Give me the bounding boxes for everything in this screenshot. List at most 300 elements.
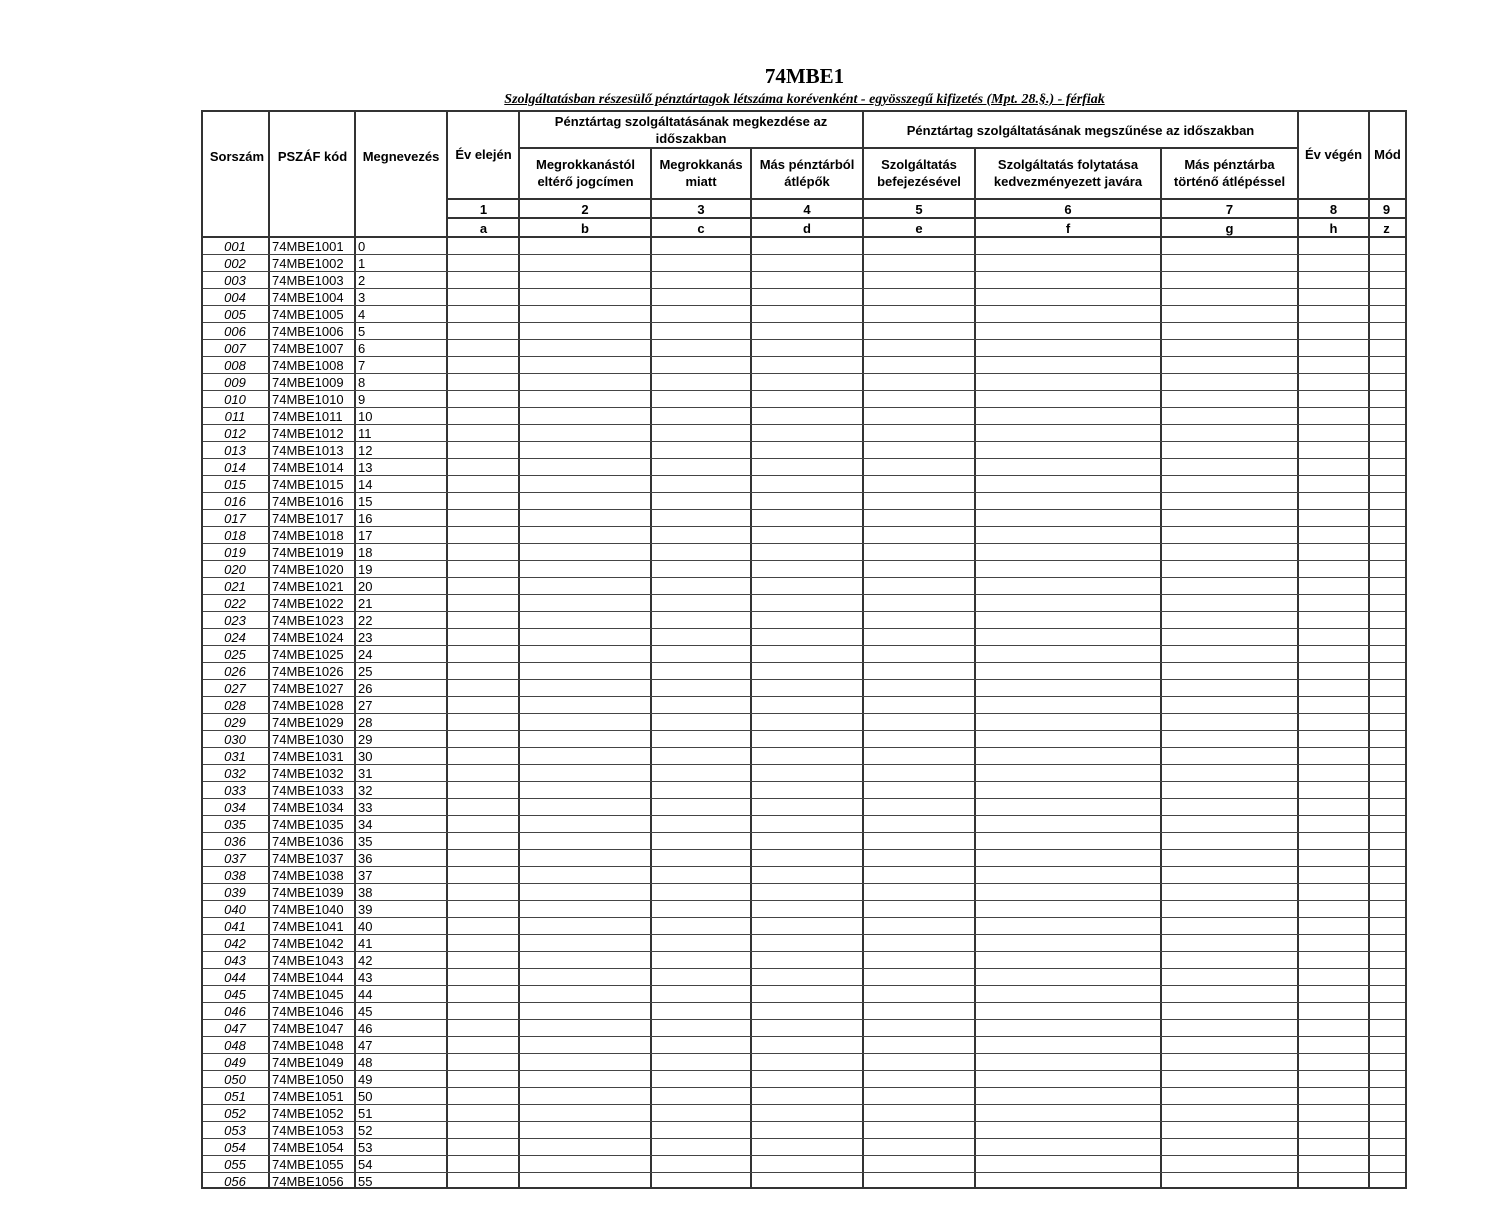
data-entry-cell[interactable]	[1370, 986, 1403, 1002]
data-entry-cell[interactable]	[1162, 408, 1297, 424]
data-entry-cell[interactable]	[864, 646, 974, 662]
data-entry-cell[interactable]	[976, 833, 1160, 849]
data-entry-cell[interactable]	[1162, 765, 1297, 781]
data-entry-cell[interactable]	[652, 714, 750, 730]
data-entry-cell[interactable]	[752, 1105, 862, 1121]
data-entry-cell[interactable]	[1299, 850, 1368, 866]
data-entry-cell[interactable]	[1162, 272, 1297, 288]
data-entry-cell[interactable]	[752, 1173, 862, 1189]
data-entry-cell[interactable]	[1299, 1054, 1368, 1070]
data-entry-cell[interactable]	[752, 782, 862, 798]
data-entry-cell[interactable]	[864, 867, 974, 883]
data-entry-cell[interactable]	[1162, 1156, 1297, 1172]
data-entry-cell[interactable]	[752, 714, 862, 730]
data-entry-cell[interactable]	[1370, 1071, 1403, 1087]
data-entry-cell[interactable]	[449, 493, 518, 509]
data-entry-cell[interactable]	[1370, 357, 1403, 373]
data-entry-cell[interactable]	[1162, 1173, 1297, 1189]
data-entry-cell[interactable]	[652, 1037, 750, 1053]
data-entry-cell[interactable]	[1162, 748, 1297, 764]
data-entry-cell[interactable]	[1299, 646, 1368, 662]
data-entry-cell[interactable]	[652, 1020, 750, 1036]
data-entry-cell[interactable]	[976, 714, 1160, 730]
data-entry-cell[interactable]	[1370, 1088, 1403, 1104]
data-entry-cell[interactable]	[976, 510, 1160, 526]
data-entry-cell[interactable]	[864, 1139, 974, 1155]
data-entry-cell[interactable]	[1370, 850, 1403, 866]
data-entry-cell[interactable]	[1299, 306, 1368, 322]
data-entry-cell[interactable]	[520, 850, 650, 866]
data-entry-cell[interactable]	[976, 731, 1160, 747]
data-entry-cell[interactable]	[1370, 374, 1403, 390]
data-entry-cell[interactable]	[520, 867, 650, 883]
data-entry-cell[interactable]	[1299, 969, 1368, 985]
data-entry-cell[interactable]	[520, 1088, 650, 1104]
data-entry-cell[interactable]	[520, 969, 650, 985]
data-entry-cell[interactable]	[1162, 816, 1297, 832]
data-entry-cell[interactable]	[864, 1122, 974, 1138]
data-entry-cell[interactable]	[520, 646, 650, 662]
data-entry-cell[interactable]	[520, 493, 650, 509]
data-entry-cell[interactable]	[1162, 391, 1297, 407]
data-entry-cell[interactable]	[1370, 1037, 1403, 1053]
data-entry-cell[interactable]	[652, 1088, 750, 1104]
data-entry-cell[interactable]	[976, 697, 1160, 713]
data-entry-cell[interactable]	[752, 357, 862, 373]
data-entry-cell[interactable]	[976, 1156, 1160, 1172]
data-entry-cell[interactable]	[1370, 544, 1403, 560]
data-entry-cell[interactable]	[520, 527, 650, 543]
data-entry-cell[interactable]	[1299, 782, 1368, 798]
data-entry-cell[interactable]	[752, 1037, 862, 1053]
data-entry-cell[interactable]	[752, 459, 862, 475]
data-entry-cell[interactable]	[1162, 527, 1297, 543]
data-entry-cell[interactable]	[864, 544, 974, 560]
data-entry-cell[interactable]	[1370, 612, 1403, 628]
data-entry-cell[interactable]	[520, 697, 650, 713]
data-entry-cell[interactable]	[976, 561, 1160, 577]
data-entry-cell[interactable]	[864, 1156, 974, 1172]
data-entry-cell[interactable]	[976, 527, 1160, 543]
data-entry-cell[interactable]	[520, 1054, 650, 1070]
data-entry-cell[interactable]	[1299, 493, 1368, 509]
data-entry-cell[interactable]	[520, 884, 650, 900]
data-entry-cell[interactable]	[752, 748, 862, 764]
data-entry-cell[interactable]	[652, 374, 750, 390]
data-entry-cell[interactable]	[864, 816, 974, 832]
data-entry-cell[interactable]	[520, 238, 650, 254]
data-entry-cell[interactable]	[752, 629, 862, 645]
data-entry-cell[interactable]	[1299, 255, 1368, 271]
data-entry-cell[interactable]	[652, 272, 750, 288]
data-entry-cell[interactable]	[976, 663, 1160, 679]
data-entry-cell[interactable]	[520, 799, 650, 815]
data-entry-cell[interactable]	[1370, 1122, 1403, 1138]
data-entry-cell[interactable]	[520, 595, 650, 611]
data-entry-cell[interactable]	[752, 374, 862, 390]
data-entry-cell[interactable]	[976, 408, 1160, 424]
data-entry-cell[interactable]	[652, 697, 750, 713]
data-entry-cell[interactable]	[1299, 1105, 1368, 1121]
data-entry-cell[interactable]	[1162, 1054, 1297, 1070]
data-entry-cell[interactable]	[652, 306, 750, 322]
data-entry-cell[interactable]	[976, 850, 1160, 866]
data-entry-cell[interactable]	[652, 510, 750, 526]
data-entry-cell[interactable]	[1162, 935, 1297, 951]
data-entry-cell[interactable]	[520, 323, 650, 339]
data-entry-cell[interactable]	[752, 1003, 862, 1019]
data-entry-cell[interactable]	[1299, 901, 1368, 917]
data-entry-cell[interactable]	[520, 1071, 650, 1087]
data-entry-cell[interactable]	[1299, 357, 1368, 373]
data-entry-cell[interactable]	[520, 731, 650, 747]
data-entry-cell[interactable]	[652, 969, 750, 985]
data-entry-cell[interactable]	[864, 748, 974, 764]
data-entry-cell[interactable]	[976, 476, 1160, 492]
data-entry-cell[interactable]	[449, 425, 518, 441]
data-entry-cell[interactable]	[1299, 1037, 1368, 1053]
data-entry-cell[interactable]	[652, 595, 750, 611]
data-entry-cell[interactable]	[752, 476, 862, 492]
data-entry-cell[interactable]	[520, 1122, 650, 1138]
data-entry-cell[interactable]	[1162, 425, 1297, 441]
data-entry-cell[interactable]	[864, 561, 974, 577]
data-entry-cell[interactable]	[1162, 357, 1297, 373]
data-entry-cell[interactable]	[652, 680, 750, 696]
data-entry-cell[interactable]	[752, 544, 862, 560]
data-entry-cell[interactable]	[652, 901, 750, 917]
data-entry-cell[interactable]	[652, 1139, 750, 1155]
data-entry-cell[interactable]	[1370, 1020, 1403, 1036]
data-entry-cell[interactable]	[1370, 646, 1403, 662]
data-entry-cell[interactable]	[976, 816, 1160, 832]
data-entry-cell[interactable]	[652, 629, 750, 645]
data-entry-cell[interactable]	[1299, 391, 1368, 407]
data-entry-cell[interactable]	[864, 476, 974, 492]
data-entry-cell[interactable]	[864, 833, 974, 849]
data-entry-cell[interactable]	[1162, 969, 1297, 985]
data-entry-cell[interactable]	[1162, 238, 1297, 254]
data-entry-cell[interactable]	[976, 425, 1160, 441]
data-entry-cell[interactable]	[1370, 1173, 1403, 1189]
data-entry-cell[interactable]	[1299, 459, 1368, 475]
data-entry-cell[interactable]	[864, 714, 974, 730]
data-entry-cell[interactable]	[1299, 697, 1368, 713]
data-entry-cell[interactable]	[1162, 510, 1297, 526]
data-entry-cell[interactable]	[752, 425, 862, 441]
data-entry-cell[interactable]	[449, 595, 518, 611]
data-entry-cell[interactable]	[520, 442, 650, 458]
data-entry-cell[interactable]	[864, 425, 974, 441]
data-entry-cell[interactable]	[652, 918, 750, 934]
data-entry-cell[interactable]	[1370, 476, 1403, 492]
data-entry-cell[interactable]	[752, 731, 862, 747]
data-entry-cell[interactable]	[652, 867, 750, 883]
data-entry-cell[interactable]	[449, 1054, 518, 1070]
data-entry-cell[interactable]	[864, 680, 974, 696]
data-entry-cell[interactable]	[520, 986, 650, 1002]
data-entry-cell[interactable]	[1162, 442, 1297, 458]
data-entry-cell[interactable]	[652, 1054, 750, 1070]
data-entry-cell[interactable]	[449, 663, 518, 679]
data-entry-cell[interactable]	[1162, 1003, 1297, 1019]
data-entry-cell[interactable]	[752, 595, 862, 611]
data-entry-cell[interactable]	[520, 1139, 650, 1155]
data-entry-cell[interactable]	[752, 646, 862, 662]
data-entry-cell[interactable]	[1370, 408, 1403, 424]
data-entry-cell[interactable]	[976, 289, 1160, 305]
data-entry-cell[interactable]	[520, 408, 650, 424]
data-entry-cell[interactable]	[449, 765, 518, 781]
data-entry-cell[interactable]	[449, 867, 518, 883]
data-entry-cell[interactable]	[1370, 629, 1403, 645]
data-entry-cell[interactable]	[449, 1088, 518, 1104]
data-entry-cell[interactable]	[449, 969, 518, 985]
data-entry-cell[interactable]	[976, 391, 1160, 407]
data-entry-cell[interactable]	[1162, 646, 1297, 662]
data-entry-cell[interactable]	[1299, 612, 1368, 628]
data-entry-cell[interactable]	[752, 1088, 862, 1104]
data-entry-cell[interactable]	[652, 935, 750, 951]
data-entry-cell[interactable]	[520, 1105, 650, 1121]
data-entry-cell[interactable]	[864, 884, 974, 900]
data-entry-cell[interactable]	[449, 952, 518, 968]
data-entry-cell[interactable]	[520, 306, 650, 322]
data-entry-cell[interactable]	[864, 595, 974, 611]
data-entry-cell[interactable]	[1299, 833, 1368, 849]
data-entry-cell[interactable]	[1299, 731, 1368, 747]
data-entry-cell[interactable]	[1162, 255, 1297, 271]
data-entry-cell[interactable]	[864, 629, 974, 645]
data-entry-cell[interactable]	[1370, 238, 1403, 254]
data-entry-cell[interactable]	[1299, 816, 1368, 832]
data-entry-cell[interactable]	[1370, 289, 1403, 305]
data-entry-cell[interactable]	[976, 442, 1160, 458]
data-entry-cell[interactable]	[976, 323, 1160, 339]
data-entry-cell[interactable]	[449, 731, 518, 747]
data-entry-cell[interactable]	[1162, 544, 1297, 560]
data-entry-cell[interactable]	[1370, 340, 1403, 356]
data-entry-cell[interactable]	[752, 969, 862, 985]
data-entry-cell[interactable]	[976, 595, 1160, 611]
data-entry-cell[interactable]	[752, 986, 862, 1002]
data-entry-cell[interactable]	[1370, 799, 1403, 815]
data-entry-cell[interactable]	[449, 1003, 518, 1019]
data-entry-cell[interactable]	[449, 357, 518, 373]
data-entry-cell[interactable]	[1370, 510, 1403, 526]
data-entry-cell[interactable]	[1370, 697, 1403, 713]
data-entry-cell[interactable]	[449, 1105, 518, 1121]
data-entry-cell[interactable]	[976, 1020, 1160, 1036]
data-entry-cell[interactable]	[976, 1122, 1160, 1138]
data-entry-cell[interactable]	[520, 561, 650, 577]
data-entry-cell[interactable]	[652, 289, 750, 305]
data-entry-cell[interactable]	[976, 1054, 1160, 1070]
data-entry-cell[interactable]	[652, 323, 750, 339]
data-entry-cell[interactable]	[976, 612, 1160, 628]
data-entry-cell[interactable]	[1162, 476, 1297, 492]
data-entry-cell[interactable]	[864, 697, 974, 713]
data-entry-cell[interactable]	[1162, 374, 1297, 390]
data-entry-cell[interactable]	[976, 901, 1160, 917]
data-entry-cell[interactable]	[1299, 1173, 1368, 1189]
data-entry-cell[interactable]	[1299, 1156, 1368, 1172]
data-entry-cell[interactable]	[1370, 306, 1403, 322]
data-entry-cell[interactable]	[752, 816, 862, 832]
data-entry-cell[interactable]	[864, 323, 974, 339]
data-entry-cell[interactable]	[976, 374, 1160, 390]
data-entry-cell[interactable]	[1370, 969, 1403, 985]
data-entry-cell[interactable]	[449, 714, 518, 730]
data-entry-cell[interactable]	[520, 1003, 650, 1019]
data-entry-cell[interactable]	[1370, 1156, 1403, 1172]
data-entry-cell[interactable]	[652, 850, 750, 866]
data-entry-cell[interactable]	[449, 544, 518, 560]
data-entry-cell[interactable]	[976, 748, 1160, 764]
data-entry-cell[interactable]	[1370, 884, 1403, 900]
data-entry-cell[interactable]	[1162, 1071, 1297, 1087]
data-entry-cell[interactable]	[864, 527, 974, 543]
data-entry-cell[interactable]	[520, 1037, 650, 1053]
data-entry-cell[interactable]	[449, 408, 518, 424]
data-entry-cell[interactable]	[652, 238, 750, 254]
data-entry-cell[interactable]	[864, 986, 974, 1002]
data-entry-cell[interactable]	[449, 918, 518, 934]
data-entry-cell[interactable]	[1162, 493, 1297, 509]
data-entry-cell[interactable]	[752, 697, 862, 713]
data-entry-cell[interactable]	[864, 969, 974, 985]
data-entry-cell[interactable]	[520, 476, 650, 492]
data-entry-cell[interactable]	[449, 1139, 518, 1155]
data-entry-cell[interactable]	[976, 1003, 1160, 1019]
data-entry-cell[interactable]	[1370, 867, 1403, 883]
data-entry-cell[interactable]	[752, 867, 862, 883]
data-entry-cell[interactable]	[1299, 595, 1368, 611]
data-entry-cell[interactable]	[449, 442, 518, 458]
data-entry-cell[interactable]	[449, 799, 518, 815]
data-entry-cell[interactable]	[1299, 238, 1368, 254]
data-entry-cell[interactable]	[976, 782, 1160, 798]
data-entry-cell[interactable]	[1370, 272, 1403, 288]
data-entry-cell[interactable]	[1299, 748, 1368, 764]
data-entry-cell[interactable]	[976, 646, 1160, 662]
data-entry-cell[interactable]	[1370, 935, 1403, 951]
data-entry-cell[interactable]	[449, 1020, 518, 1036]
data-entry-cell[interactable]	[976, 357, 1160, 373]
data-entry-cell[interactable]	[1370, 731, 1403, 747]
data-entry-cell[interactable]	[1370, 918, 1403, 934]
data-entry-cell[interactable]	[1162, 663, 1297, 679]
data-entry-cell[interactable]	[864, 493, 974, 509]
data-entry-cell[interactable]	[449, 459, 518, 475]
data-entry-cell[interactable]	[752, 510, 862, 526]
data-entry-cell[interactable]	[1162, 799, 1297, 815]
data-entry-cell[interactable]	[1299, 510, 1368, 526]
data-entry-cell[interactable]	[652, 1122, 750, 1138]
data-entry-cell[interactable]	[520, 459, 650, 475]
data-entry-cell[interactable]	[1370, 952, 1403, 968]
data-entry-cell[interactable]	[1370, 663, 1403, 679]
data-entry-cell[interactable]	[1299, 340, 1368, 356]
data-entry-cell[interactable]	[449, 680, 518, 696]
data-entry-cell[interactable]	[864, 1003, 974, 1019]
data-entry-cell[interactable]	[752, 442, 862, 458]
data-entry-cell[interactable]	[520, 612, 650, 628]
data-entry-cell[interactable]	[976, 986, 1160, 1002]
data-entry-cell[interactable]	[1370, 1105, 1403, 1121]
data-entry-cell[interactable]	[864, 612, 974, 628]
data-entry-cell[interactable]	[864, 238, 974, 254]
data-entry-cell[interactable]	[1299, 374, 1368, 390]
data-entry-cell[interactable]	[864, 1037, 974, 1053]
data-entry-cell[interactable]	[520, 680, 650, 696]
data-entry-cell[interactable]	[449, 510, 518, 526]
data-entry-cell[interactable]	[752, 918, 862, 934]
data-entry-cell[interactable]	[864, 1071, 974, 1087]
data-entry-cell[interactable]	[976, 1071, 1160, 1087]
data-entry-cell[interactable]	[449, 561, 518, 577]
data-entry-cell[interactable]	[449, 629, 518, 645]
data-entry-cell[interactable]	[1299, 1071, 1368, 1087]
data-entry-cell[interactable]	[1299, 578, 1368, 594]
data-entry-cell[interactable]	[520, 952, 650, 968]
data-entry-cell[interactable]	[752, 901, 862, 917]
data-entry-cell[interactable]	[752, 527, 862, 543]
data-entry-cell[interactable]	[1299, 544, 1368, 560]
data-entry-cell[interactable]	[652, 357, 750, 373]
data-entry-cell[interactable]	[1162, 595, 1297, 611]
data-entry-cell[interactable]	[652, 1105, 750, 1121]
data-entry-cell[interactable]	[1162, 867, 1297, 883]
data-entry-cell[interactable]	[1299, 867, 1368, 883]
data-entry-cell[interactable]	[976, 578, 1160, 594]
data-entry-cell[interactable]	[976, 238, 1160, 254]
data-entry-cell[interactable]	[652, 527, 750, 543]
data-entry-cell[interactable]	[752, 1122, 862, 1138]
data-entry-cell[interactable]	[1370, 1054, 1403, 1070]
data-entry-cell[interactable]	[864, 272, 974, 288]
data-entry-cell[interactable]	[752, 850, 862, 866]
data-entry-cell[interactable]	[1299, 408, 1368, 424]
data-entry-cell[interactable]	[520, 765, 650, 781]
data-entry-cell[interactable]	[1162, 986, 1297, 1002]
data-entry-cell[interactable]	[652, 748, 750, 764]
data-entry-cell[interactable]	[752, 952, 862, 968]
data-entry-cell[interactable]	[652, 578, 750, 594]
data-entry-cell[interactable]	[864, 935, 974, 951]
data-entry-cell[interactable]	[1162, 323, 1297, 339]
data-entry-cell[interactable]	[652, 1003, 750, 1019]
data-entry-cell[interactable]	[1370, 901, 1403, 917]
data-entry-cell[interactable]	[449, 646, 518, 662]
data-entry-cell[interactable]	[864, 952, 974, 968]
data-entry-cell[interactable]	[449, 884, 518, 900]
data-entry-cell[interactable]	[652, 561, 750, 577]
data-entry-cell[interactable]	[1162, 680, 1297, 696]
data-entry-cell[interactable]	[520, 425, 650, 441]
data-entry-cell[interactable]	[752, 935, 862, 951]
data-entry-cell[interactable]	[976, 306, 1160, 322]
data-entry-cell[interactable]	[520, 629, 650, 645]
data-entry-cell[interactable]	[752, 612, 862, 628]
data-entry-cell[interactable]	[449, 1122, 518, 1138]
data-entry-cell[interactable]	[864, 442, 974, 458]
data-entry-cell[interactable]	[752, 289, 862, 305]
data-entry-cell[interactable]	[752, 1156, 862, 1172]
data-entry-cell[interactable]	[864, 1105, 974, 1121]
data-entry-cell[interactable]	[1370, 748, 1403, 764]
data-entry-cell[interactable]	[652, 408, 750, 424]
